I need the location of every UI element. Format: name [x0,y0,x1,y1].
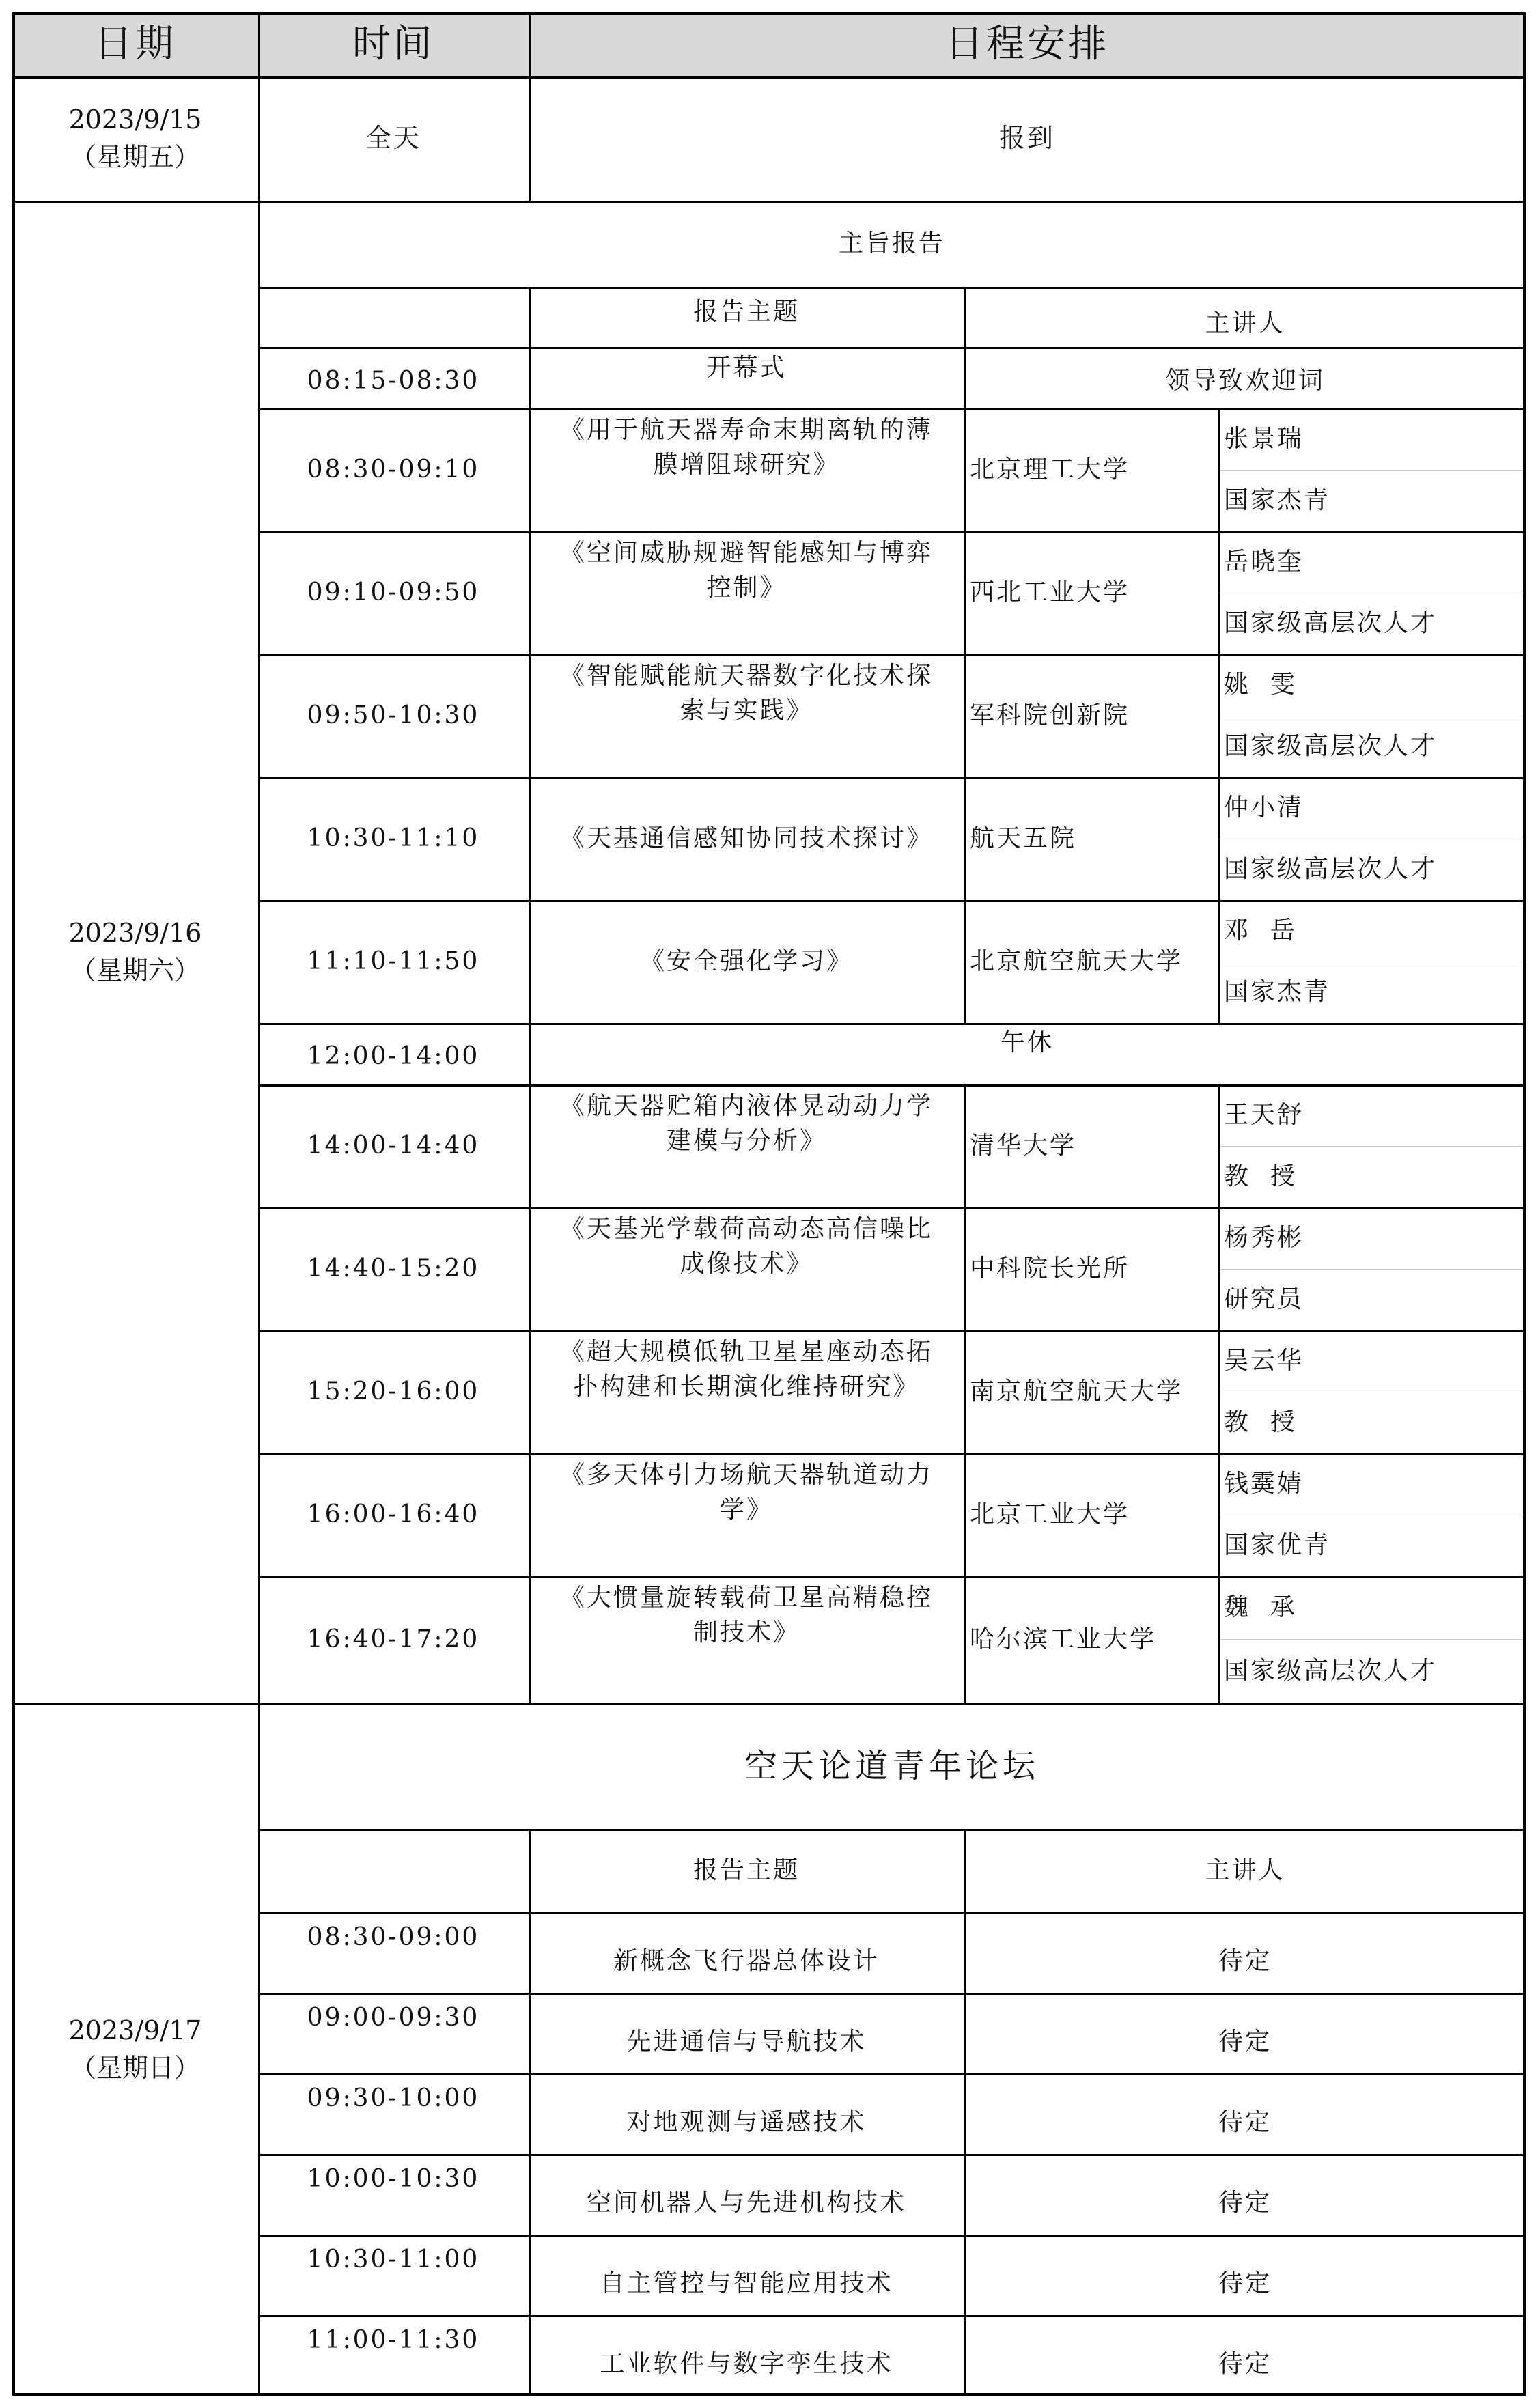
day3-weekday: （星期日） [70,2053,200,2083]
talk-time: 08:30-09:10 [307,455,480,484]
talk-time: 10:30-11:10 [307,824,480,852]
talk-org: 中科院长光所 [970,1254,1130,1283]
talk-org: 哈尔滨工业大学 [970,1625,1157,1653]
header-date: 日期 [94,21,176,66]
day2-col-topic: 报告主题 [693,298,800,326]
header-schedule: 日程安排 [945,21,1109,66]
talk-speaker-title: 研究员 [1224,1285,1304,1313]
talk-topic-line1: 《用于航天器寿命末期离轨的薄 [559,416,933,444]
talk-topic-line1: 《智能赋能航天器数字化技术探 [559,662,933,690]
forum-topic: 自主管控与智能应用技术 [600,2269,893,2297]
talk-speaker-title: 国家级高层次人才 [1224,608,1438,637]
talk-topic-line1: 《天基光学载荷高动态高信噪比 [559,1215,933,1243]
talk-speaker-name: 邓 岳 [1224,916,1297,944]
day3-date: 2023/9/17 [68,2015,202,2045]
talk-topic-line2: 索与实践》 [680,697,813,725]
forum-speaker: 待定 [1218,2188,1272,2217]
talk-topic-line1: 《空间威胁规避智能感知与博弈 [559,539,933,567]
forum-topic: 空间机器人与先进机构技术 [586,2188,906,2217]
talk-org: 南京航空航天大学 [970,1377,1184,1405]
talk-topic-line1: 《大惯量旋转载荷卫星高精稳控 [559,1584,933,1612]
day1-event: 报到 [998,123,1055,154]
talk-speaker-name: 魏 承 [1224,1593,1297,1621]
talk-org: 清华大学 [970,1131,1077,1160]
day3-section-title: 空天论道青年论坛 [744,1746,1039,1785]
talk-speaker-name: 钱霙婧 [1224,1469,1304,1498]
forum-speaker: 待定 [1218,1946,1272,1975]
talk-topic-line2: 控制》 [706,574,787,602]
forum-time: 10:30-11:00 [307,2245,480,2273]
talk-org: 西北工业大学 [970,578,1130,606]
talk-topic-line1: 《航天器贮箱内液体晃动动力学 [559,1092,933,1120]
day3-col-topic: 报告主题 [693,1856,800,1884]
talk-topic-line2: 膜增阻球研究》 [653,451,840,479]
talk-speaker-title: 教 授 [1224,1162,1297,1190]
forum-time: 09:00-09:30 [307,2004,480,2032]
talk-speaker-name: 姚 雯 [1224,670,1297,699]
talk-topic-line2: 扑构建和长期演化维持研究》 [573,1373,920,1401]
forum-time: 08:30-09:00 [307,1923,480,1951]
talk-time: 11:10-11:50 [307,947,480,975]
talk-speaker-title: 国家杰青 [1224,977,1331,1006]
talk-speaker-title: 国家级高层次人才 [1224,854,1438,883]
talk-org: 北京理工大学 [970,455,1130,484]
talk-org: 北京航空航天大学 [970,947,1184,975]
talk-topic-line1: 《超大规模低轨卫星星座动态拓 [559,1338,933,1366]
schedule-page [12,12,1526,2396]
talk-time: 14:40-15:20 [307,1254,480,1283]
opening-time: 08:15-08:30 [307,366,480,395]
forum-topic: 对地观测与遥感技术 [626,2108,867,2136]
talk-time: 16:00-16:40 [307,1500,480,1528]
forum-topic: 先进通信与导航技术 [626,2027,867,2056]
forum-speaker: 待定 [1218,2108,1272,2136]
talk-speaker-title: 国家杰青 [1224,486,1331,514]
day2-date: 2023/9/16 [68,917,202,948]
talk-time: 16:40-17:20 [307,1625,480,1653]
talk-speaker-name: 杨秀彬 [1224,1223,1304,1252]
talk-speaker-title: 国家级高层次人才 [1224,731,1438,760]
forum-time: 09:30-10:00 [307,2084,480,2112]
forum-speaker: 待定 [1218,2027,1272,2056]
day1-weekday: （星期五） [70,142,200,172]
day2-weekday: （星期六） [70,955,200,985]
day2-col-speaker: 主讲人 [1205,309,1285,337]
talk-org: 军科院创新院 [970,701,1130,729]
talk-topic-line2: 成像技术》 [680,1250,813,1278]
forum-speaker: 待定 [1218,2269,1272,2297]
forum-topic: 新概念飞行器总体设计 [613,1946,880,1975]
talk-topic-line1: 《天基通信感知协同技术探讨》 [559,824,933,853]
day2-section-title: 主旨报告 [838,229,945,257]
day1-date: 2023/9/15 [68,104,202,135]
talk-topic-line1: 《多天体引力场航天器轨道动力 [559,1461,933,1489]
talk-speaker-title: 国家级高层次人才 [1224,1656,1438,1685]
talk-speaker-name: 吴云华 [1224,1346,1304,1375]
forum-time: 11:00-11:30 [307,2326,480,2354]
talk-speaker-name: 王天舒 [1224,1100,1304,1129]
header-time: 时间 [352,21,434,66]
talk-speaker-title: 国家优青 [1224,1530,1331,1559]
day1-time: 全天 [365,123,421,154]
talk-org: 北京工业大学 [970,1500,1130,1528]
lunch-time: 12:00-14:00 [307,1041,480,1070]
talk-time: 15:20-16:00 [307,1377,480,1405]
opening-speaker: 领导致欢迎词 [1164,366,1325,395]
talk-topic-line2: 制技术》 [693,1619,800,1647]
talk-topic-line1: 《安全强化学习》 [639,947,853,976]
talk-speaker-title: 教 授 [1224,1408,1297,1436]
lunch-label: 午休 [1000,1028,1054,1056]
forum-time: 10:00-10:30 [307,2165,480,2193]
day3-col-speaker: 主讲人 [1205,1856,1285,1884]
talk-speaker-name: 仲小清 [1224,793,1304,822]
talk-org: 航天五院 [970,824,1077,852]
table-border [12,12,1526,2396]
talk-topic-line2: 建模与分析》 [666,1127,826,1156]
opening-topic: 开幕式 [706,354,787,382]
talk-time: 09:10-09:50 [307,578,480,606]
forum-speaker: 待定 [1218,2349,1272,2378]
talk-time: 14:00-14:40 [307,1131,480,1160]
talk-speaker-name: 岳晓奎 [1224,547,1304,576]
talk-topic-line2: 学》 [719,1496,773,1524]
talk-speaker-name: 张景瑞 [1224,424,1304,453]
talk-time: 09:50-10:30 [307,701,480,729]
forum-topic: 工业软件与数字孪生技术 [600,2349,893,2378]
